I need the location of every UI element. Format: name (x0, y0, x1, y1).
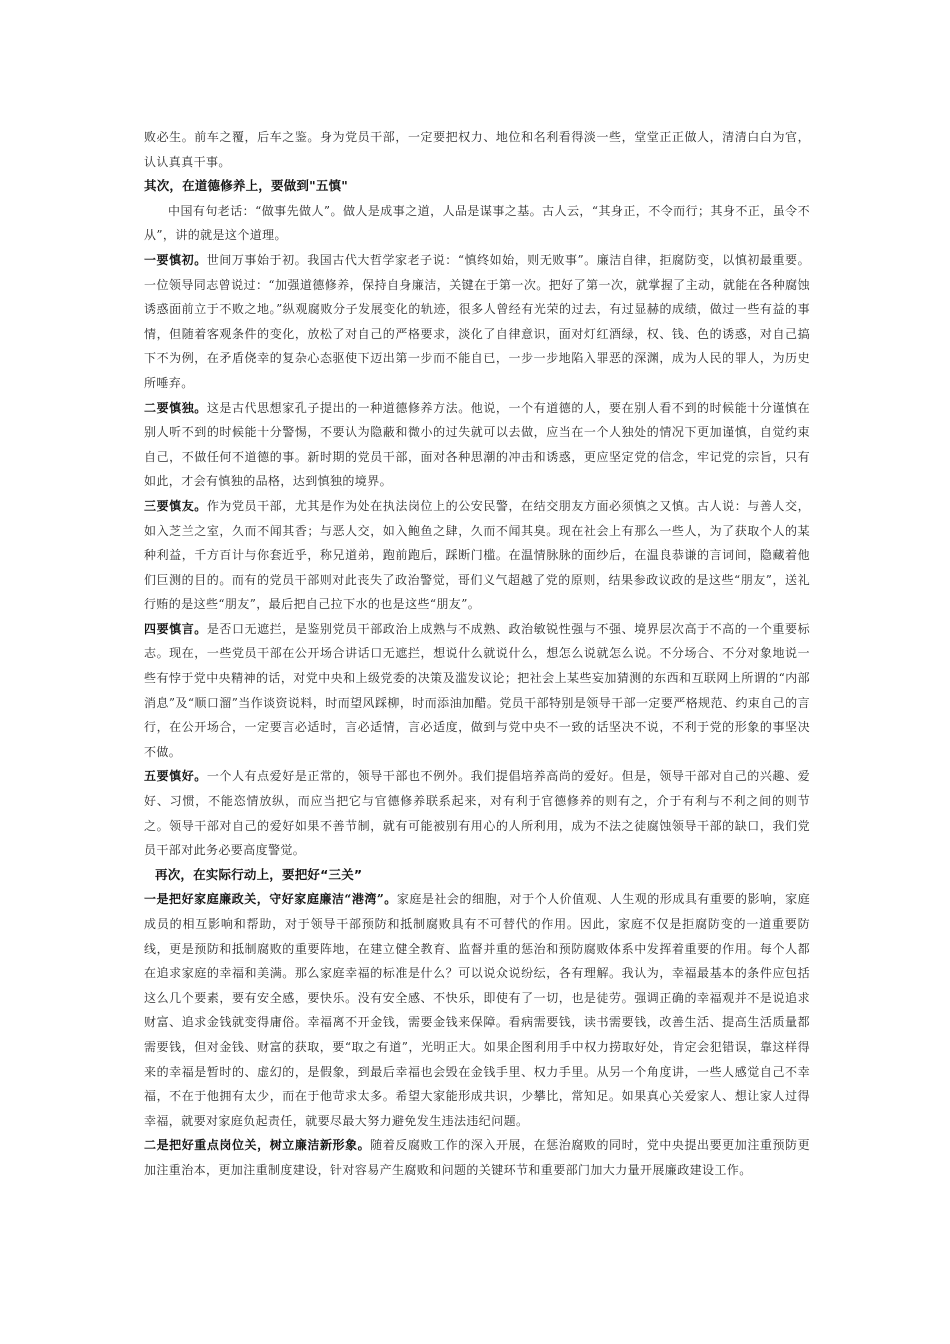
paragraph-caution-3: 三要慎友。作为党员干部，尤其是作为处在执法岗位上的公安民警，在结交朋友方面必须慎之又慎。古人说：与善人交，如入芝兰之室，久而不闻其香；与恶人交，如入鲍鱼之肆，久而不闻其臭。现在社会上有那么一些人，为了获取个人的某种利益，千方百计与你套近乎，称兄道弟，跑前跑后，踩断门槛。在温情脉脉的面纱后，在温良恭谦的言词间，隐藏着他们巨测的目的。而有的党员干部则对此丧失了政治警觉，哥们义气超越了党的原则，结果参政议政的是这些“朋友”，送礼行贿的是这些“朋友”，最后把自己拉下水的也是这些“朋友”。 (144, 498, 810, 612)
paragraph-lead: 五要慎好。 (144, 769, 207, 784)
paragraph-lead: 四要慎言。 (144, 621, 207, 636)
paragraph-caution-4: 四要慎言。是否口无遮拦，是鉴别党员干部政治上成熟与不成熟、政治敏锐性强与不强、境界层次高于不高的一个重要标志。现在，一些党员干部在公开场合讲话口无遮拦，想说什么就说什么，想怎么说就怎么说。不分场合、不分对象地说一些有悖于党中央精神的话，对党中央和上级党委的决策及滥发议论；把社会上某些妄加猜测的东西和互联网上所谓的“内部消息”及“顺口溜”当作谈资说料，时而望风踩柳，时而添油加醋。党员干部特别是领导干部一定要严格规范、约束自己的言行，在公开场合，一定要言必适时，言必适情，言必适度，做到与党中央不一致的话坚决不说，不利于党的形象的事坚决不做。 (144, 621, 810, 759)
paragraph-lead: 一是把好家庭廉政关，守好家庭廉洁“港湾”。 (144, 892, 397, 907)
paragraph-lead: 二要慎独。 (144, 400, 207, 415)
section-heading-five-cautions: 其次，在道德修养上，要做到"五慎" (144, 178, 348, 194)
paragraph-caution-2: 二要慎独。这是古代思想家孔子提出的一种道德修养方法。他说，一个有道德的人，要在别人看不到的时候能十分谨慎在别人听不到的时候能十分警惕，不要认为隐蔽和微小的过失就可以去做，应当在一个人独处的情况下更加谨慎，自觉约束自己，不做任何不道德的事。新时期的党员干部，面对各种思潮的冲击和诱惑，更应坚定党的信念，牢记党的宗旨，只有如此，才会有慎独的品格，达到慎独的境界。 (144, 400, 810, 489)
paragraph-caution-5: 五要慎好。一个人有点爱好是正常的，领导干部也不例外。我们提倡培养高尚的爱好。但是，领导干部对自己的兴趣、爱好、习惯，不能恣情放纵，而应当把它与官德修养联系起来，对有利于官德修养的则有之，介于有利与不利之间的则节之。领导干部对自己的爱好如果不善节制，就有可能被别有用心的人所利用，成为不法之徒腐蚀领导干部的缺口，我们党员干部对此务必要高度警觉。 (144, 769, 810, 858)
paragraph-lead: 一要慎初。 (144, 252, 207, 267)
paragraph-checkpoint-2: 二是把好重点岗位关，树立廉洁新形象。随着反腐败工作的深入开展，在惩治腐败的同时，党中央提出要更加注重预防更加注重治本，更加注重制度建设，针对容易产生腐败和问题的关键环节和重要部门加大力量开展廉政建设工作。 (144, 1138, 810, 1177)
paragraph-caution-1: 一要慎初。世间万事始于初。我国古代大哲学家老子说：“慎终如始，则无败事”。廉洁自律，拒腐防变，以慎初最重要。一位领导同志曾说过：“加强道德修养，保持自身廉洁，关键在于第一次。把好了第一次，就掌握了主动，就能在各种腐蚀诱惑面前立于不败之地。”纵观腐败分子发展变化的轨迹，很多人曾经有光荣的过去，有过显赫的成绩，做过一些有益的事情，但随着客观条件的变化，放松了对自己的严格要求，淡化了自律意识，面对灯红酒绿，权、钱、色的诱惑，对自己搞下不为例，在矛盾侥幸的复杂心态驱使下迈出第一步而不能自已，一步一步地陷入罪恶的深渊，成为人民的罪人，为历史所唾弃。 (144, 252, 810, 390)
paragraph-continuation: 败必生。前车之覆，后车之鉴。身为党员干部，一定要把权力、地位和名利看得淡一些，堂堂正正做人，清清白白为官，认认真真干事。 (144, 130, 810, 169)
paragraph-lead: 三要慎友。 (144, 498, 207, 513)
paragraph-intro: 中国有句老话：“做事先做人”。做人是成事之道，人品是谋事之基。古人云，“其身正，不令而行；其身不正，虽令不从”，讲的就是这个道理。 (144, 203, 810, 243)
paragraph-lead: 二是把好重点岗位关，树立廉洁新形象。 (144, 1138, 371, 1153)
section-heading-three-checkpoints: 再次，在实际行动上，要把好“三关” (155, 866, 363, 882)
paragraph-checkpoint-1: 一是把好家庭廉政关，守好家庭廉洁“港湾”。家庭是社会的细胞，对于个人价值观、人生观的形成具有重要的影响，家庭成员的相互影响和帮助，对于领导干部预防和抵制腐败具有不可替代的作用。因此，家庭不仅是拒腐防变的一道重要防线，更是预防和抵制腐败的重要阵地，在建立健全教育、监督并重的惩治和预防腐败体系中发挥着重要的作用。每个人都在追求家庭的幸福和美满。那么家庭幸福的标准是什么？可以说众说纷纭，各有理解。我认为，幸福最基本的条件应包括这么几个要素，要有安全感，要快乐。没有安全感、不快乐，即使有了一切，也是徒劳。强调正确的幸福观并不是说追求财富、追求金钱就变得庸俗。幸福离不开金钱，需要金钱来保障。看病需要钱，读书需要钱，改善生活、提高生活质量都需要钱，但对金钱、财富的获取，要“取之有道”，光明正大。如果企图利用手中权力捞取好处，肯定会犯错误，靠这样得来的幸福是暂时的、虚幻的，是假象，到最后幸福也会毁在金钱手里、权力手里。从另一个角度讲，一些人感觉自己不幸福，不在于他拥有太少，而在于他苛求太多。希望大家能形成共识，少攀比，常知足。如果真心关爱家人、想让家人过得幸福，就要对家庭负起责任，就要尽最大努力避免发生违法违纪问题。 (144, 892, 811, 1128)
document-body (144, 125, 810, 1183)
